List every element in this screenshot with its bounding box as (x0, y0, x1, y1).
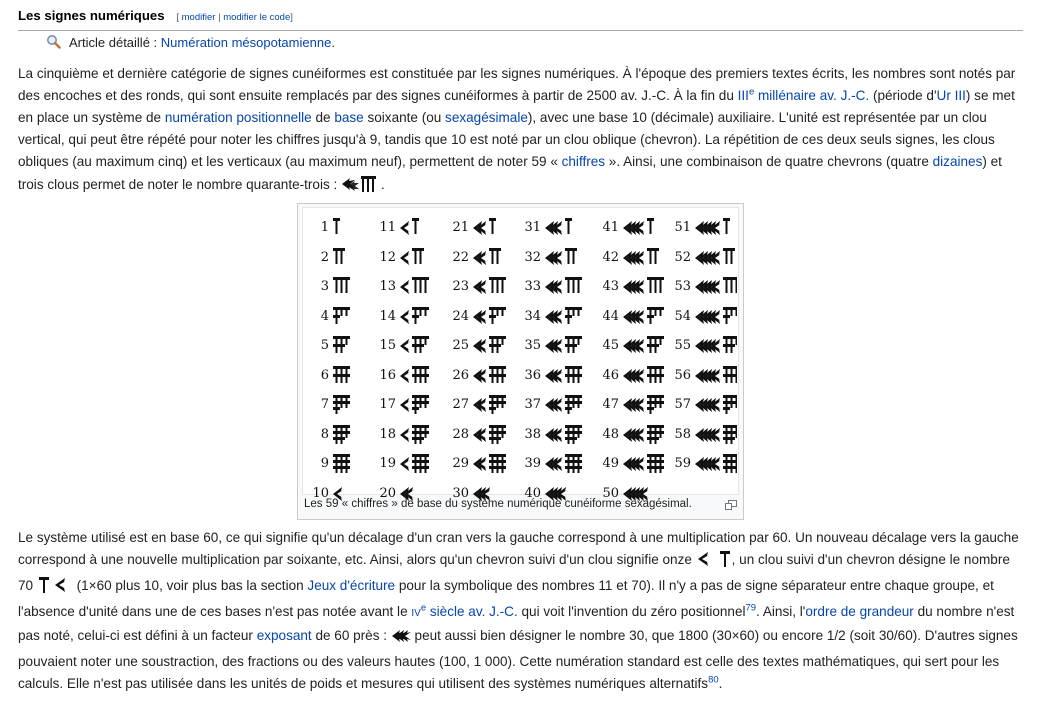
cuneiform-sign-32 (543, 245, 587, 271)
number-label: 19 (379, 456, 396, 471)
cuneiform-cell-14 (378, 303, 448, 331)
cuneiform-sign-5 (331, 333, 375, 359)
cuneiform-sign-4 (331, 304, 375, 330)
cuneiform-cell-12 (378, 244, 448, 272)
cuneiform-cell-55 (673, 332, 743, 360)
cuneiform-cell-4 (311, 303, 381, 331)
cuneiform-cell-42 (601, 244, 671, 272)
cuneiform-cell-56 (673, 362, 743, 390)
edit-source-link[interactable]: modifier le code (223, 12, 291, 23)
cuneiform-cell-58 (673, 421, 743, 449)
paragraph-2: Le système utilisé est en base 60, ce qui signifie qu'un décalage d'un cran vers la gauche correspond à une multiplication par 60. Un nouveau décalage vers la gauche correspond à une nouvelle multiplication par soixante, etc. Ainsi, alors qu'un chevron suivi d'un clou signifie onze , un clou suivi d'un chevron désigne le nombre 70 (1×60 plus 10, voir plus bas la section Jeux d'écriture pour la symbolique des nombres 11 et 70). Il n'y a pas de signe séparateur entre chaque groupe, et l'absence d'unité dans une de ces bases n'est pas notée avant le IVe siècle av. J.-C. qui voit l'invention du zéro positionnel$^{79}$. Ainsi, l'ordre de grandeur du nombre n'est pas noté, celui-ci est défini à un facteur exposant de 60 près : peut aussi bien désigner le nombre 30, que 1800 (30×60) ou encore 1/2 (soit 30/60). D'autres signes pouvaient noter une soustraction, des fractions ou des valeurs hautes (100, 1 000). Cette numération standard est celle des textes mathématiques, qui sert pour les calculs. Elle n'est pas utilisée dans les unités de poids et mesures qui utilisent des systèmes numériques alternatifs$^{80}$. (18, 530, 1019, 691)
cuneiform-sign-12 (398, 245, 442, 271)
cuneiform-cell-59 (673, 450, 743, 478)
cuneiform-cell-21 (451, 214, 521, 242)
link-4e[interactable]: IVe (411, 602, 427, 619)
cuneiform-cell-27 (451, 391, 521, 419)
cuneiform-cell-43 (601, 273, 671, 301)
cuneiform-cell-26 (451, 362, 521, 390)
number-label: 27 (452, 397, 469, 412)
cuneiform-cell-31 (523, 214, 593, 242)
cuneiform-sign-34 (543, 304, 587, 330)
cuneiform-cell-2 (311, 244, 381, 272)
number-label: 51 (674, 220, 691, 235)
number-label: 42 (602, 249, 619, 265)
cuneiform-sign-56 (693, 363, 737, 389)
cuneiform-sign-7 (331, 392, 375, 418)
cuneiform-sign-54 (693, 304, 737, 330)
cuneiform-sign-18 (398, 422, 442, 448)
paragraph-1: La cinquième et dernière catégorie de signes cunéiformes est constituée par les signes numériques. À l'époque des premiers textes écrits, les nombres sont notés par des encoches et des ronds, qui sont ensuite remplacés par des signes cunéiformes à partir de 2500 av. J.-C. À la fin du IIIe millénaire av. J.-C. (période d'Ur III) se met en place un système de numération positionnelle de base soixante (ou sexagésimale), avec une base 10 (décimale) auxiliaire. L'unité est représentée par un clou vertical, qui peut être répété pour noter les chiffres jusqu'à 9, tandis que 10 est noté par un clou oblique (chevron). La répétition de ces deux seuls signes, les clous obliques (au maximum cinq) et les verticaux (au maximum neuf), permettent de noter 59 « chiffres ». Ainsi, une combinaison de quatre chevrons (quatre dizaines) et trois clous permet de noter le nombre quarante-trois : . (18, 63, 1023, 200)
cuneiform-cell-53 (673, 273, 743, 301)
cuneiform-cell-57 (673, 391, 743, 419)
hatnote-label: Article détaillé : (69, 35, 161, 50)
cuneiform-sign-15 (398, 333, 442, 359)
hatnote (46, 34, 335, 52)
cuneiform-sign-31 (543, 215, 587, 241)
cuneiform-sign-16 (398, 363, 442, 389)
cuneiform-cell-29 (451, 450, 521, 478)
link-ur-iii[interactable]: Ur III (936, 88, 966, 103)
number-label: 16 (379, 367, 396, 383)
edit-link[interactable]: modifier (181, 12, 216, 23)
cuneiform-cell-46 (601, 362, 671, 390)
magnifier-icon (46, 34, 62, 52)
section-title: Les signes numériques (18, 8, 165, 23)
link-millenaire[interactable]: millénaire (758, 88, 816, 103)
number-label: 8 (320, 426, 329, 442)
cuneiform-sign-48 (621, 422, 665, 448)
number-label: 58 (674, 426, 691, 442)
reference-79[interactable]: 79 (745, 602, 757, 614)
cuneiform-cell-44 (601, 303, 671, 331)
link-ordre-de-grandeur[interactable]: ordre de grandeur (805, 604, 914, 619)
number-label: 6 (320, 367, 329, 383)
number-label: 3 (320, 279, 329, 294)
number-label: 1 (320, 220, 329, 235)
number-label: 14 (379, 308, 396, 324)
number-label: 36 (524, 367, 541, 383)
cuneiform-cell-25 (451, 332, 521, 360)
cuneiform-cell-37 (523, 391, 593, 419)
cuneiform-70-sign (37, 576, 73, 601)
link-jeux-d-ecriture[interactable]: Jeux d'écriture (307, 578, 396, 593)
number-label: 47 (602, 397, 619, 412)
link-exposant[interactable]: exposant (256, 628, 312, 643)
cuneiform-cell-33 (523, 273, 593, 301)
cuneiform-sign-23 (471, 274, 515, 300)
cuneiform-sign-17 (398, 392, 442, 418)
cuneiform-cell-38 (523, 421, 593, 449)
cuneiform-numbers-image[interactable] (302, 207, 739, 501)
cuneiform-sign-13 (398, 274, 442, 300)
cuneiform-cell-48 (601, 421, 671, 449)
cuneiform-sign-1 (331, 215, 375, 241)
cuneiform-cell-34 (523, 303, 593, 331)
number-label: 9 (320, 456, 329, 471)
cuneiform-sign-41 (621, 215, 665, 241)
number-label: 24 (452, 308, 469, 324)
cuneiform-cell-7 (311, 391, 381, 419)
cuneiform-cell-52 (673, 244, 743, 272)
number-label: 13 (379, 279, 396, 294)
cuneiform-sign-19 (398, 451, 442, 477)
number-label: 20 (379, 485, 396, 501)
enlarge-icon[interactable] (725, 498, 737, 513)
number-label: 40 (524, 485, 541, 501)
number-label: 38 (524, 426, 541, 442)
cuneiform-cell-9 (311, 450, 381, 478)
cuneiform-sign-8 (331, 422, 375, 448)
number-label: 56 (674, 367, 691, 383)
number-label: 4 (320, 308, 329, 324)
cuneiform-cell-36 (523, 362, 593, 390)
cuneiform-cell-11 (378, 214, 448, 242)
cuneiform-sign-22 (471, 245, 515, 271)
link-3e[interactable]: IIIe (737, 86, 755, 103)
cuneiform-sign-35 (543, 333, 587, 359)
cuneiform-cell-5 (311, 332, 381, 360)
number-label: 50 (602, 485, 619, 501)
cuneiform-cell-22 (451, 244, 521, 272)
cuneiform-sign-59 (693, 451, 737, 477)
cuneiform-cell-49 (601, 450, 671, 478)
cuneiform-sign-45 (621, 333, 665, 359)
edit-section-links (176, 12, 293, 23)
number-label: 15 (379, 338, 396, 353)
cuneiform-sign-53 (693, 274, 737, 300)
cuneiform-cell-3 (311, 273, 381, 301)
number-label: 29 (452, 456, 469, 471)
number-label: 53 (674, 279, 691, 294)
cuneiform-sign-37 (543, 392, 587, 418)
cuneiform-11-sign (696, 550, 732, 575)
edit-bracket-open: [ (176, 12, 179, 23)
cuneiform-sign-21 (471, 215, 515, 241)
cuneiform-sign-57 (693, 392, 737, 418)
cuneiform-cell-23 (451, 273, 521, 301)
cuneiform-sign-49 (621, 451, 665, 477)
cuneiform-sign-33 (543, 274, 587, 300)
cuneiform-cell-28 (451, 421, 521, 449)
cuneiform-sign-58 (693, 422, 737, 448)
number-label: 25 (452, 338, 469, 353)
link-siecle[interactable]: siècle (429, 604, 465, 619)
cuneiform-sign-24 (471, 304, 515, 330)
number-label: 12 (379, 249, 396, 265)
number-label: 49 (602, 456, 619, 471)
number-label: 48 (602, 426, 619, 442)
cuneiform-sign-11 (398, 215, 442, 241)
cuneiform-cell-54 (673, 303, 743, 331)
cuneiform-sign-29 (471, 451, 515, 477)
cuneiform-cell-41 (601, 214, 671, 242)
cuneiform-sign-52 (693, 245, 737, 271)
cuneiform-sign-25 (471, 333, 515, 359)
number-label: 17 (379, 397, 396, 412)
number-label: 46 (602, 367, 619, 383)
cuneiform-sign-6 (331, 363, 375, 389)
number-label: 22 (452, 249, 469, 265)
cuneiform-cell-32 (523, 244, 593, 272)
cuneiform-sign-47 (621, 392, 665, 418)
number-label: 34 (524, 308, 541, 324)
number-label: 10 (312, 485, 329, 501)
cuneiform-sign-55 (693, 333, 737, 359)
cuneiform-cell-35 (523, 332, 593, 360)
cuneiform-sign-28 (471, 422, 515, 448)
cuneiform-cell-51 (673, 214, 743, 242)
link-sexagesimale[interactable]: sexagésimale (445, 110, 528, 125)
hatnote-link[interactable]: Numération mésopotamienne (160, 35, 332, 50)
number-label: 39 (524, 456, 541, 471)
cuneiform-sign-42 (621, 245, 665, 271)
section-heading (18, 8, 1023, 31)
number-label: 41 (602, 220, 619, 235)
number-label: 26 (452, 367, 469, 383)
number-label: 18 (379, 426, 396, 442)
cuneiform-sign-43 (621, 274, 665, 300)
cuneiform-cell-45 (601, 332, 671, 360)
cuneiform-cell-16 (378, 362, 448, 390)
cuneiform-cell-17 (378, 391, 448, 419)
cuneiform-sign-38 (543, 422, 587, 448)
number-label: 30 (452, 485, 469, 501)
link-numeration-positionnelle[interactable]: numération positionnelle (164, 110, 312, 125)
cuneiform-sign-46 (621, 363, 665, 389)
cuneiform-sign-3 (331, 274, 375, 300)
reference-80[interactable]: 80 (708, 674, 719, 686)
cuneiform-sign-14 (398, 304, 442, 330)
number-label: 37 (524, 397, 541, 412)
number-label: 44 (602, 308, 619, 324)
cuneiform-sign-44 (621, 304, 665, 330)
number-label: 57 (674, 397, 691, 412)
number-label: 35 (524, 338, 541, 353)
edit-bracket-close: ] (290, 12, 293, 23)
cuneiform-cell-1 (311, 214, 381, 242)
cuneiform-cell-15 (378, 332, 448, 360)
number-label: 21 (452, 220, 469, 235)
number-label: 59 (674, 456, 691, 471)
link-chiffres[interactable]: chiffres (561, 154, 606, 169)
cuneiform-cell-19 (378, 450, 448, 478)
cuneiform-sign-26 (471, 363, 515, 389)
link-av-jc[interactable]: av. J.-C. (819, 88, 870, 103)
edit-separator: | (218, 12, 221, 23)
cuneiform-sign-51 (693, 215, 737, 241)
number-label: 2 (320, 249, 329, 265)
figure-thumbnail (297, 203, 744, 520)
number-label: 5 (320, 338, 329, 353)
cuneiform-sign-39 (543, 451, 587, 477)
number-label: 23 (452, 279, 469, 294)
link-base[interactable]: base (334, 110, 364, 125)
number-label: 33 (524, 279, 541, 294)
number-label: 43 (602, 279, 619, 294)
hatnote-end: . (331, 35, 335, 50)
link-av-jc-2[interactable]: av. J.-C. (468, 604, 518, 619)
cuneiform-sign-9 (331, 451, 375, 477)
cuneiform-sign-36 (543, 363, 587, 389)
cuneiform-cell-47 (601, 391, 671, 419)
number-label: 52 (674, 249, 691, 265)
cuneiform-cell-8 (311, 421, 381, 449)
cuneiform-cell-18 (378, 421, 448, 449)
cuneiform-sign-27 (471, 392, 515, 418)
number-label: 28 (452, 426, 469, 442)
number-label: 7 (320, 397, 329, 412)
cuneiform-cell-39 (523, 450, 593, 478)
cuneiform-cell-6 (311, 362, 381, 390)
link-dizaines[interactable]: dizaines (932, 154, 983, 169)
cuneiform-43-sign (341, 173, 381, 200)
number-label: 55 (674, 338, 691, 353)
number-label: 31 (524, 220, 541, 235)
cuneiform-cell-13 (378, 273, 448, 301)
number-label: 45 (602, 338, 619, 353)
number-label: 11 (379, 220, 396, 235)
cuneiform-30-sign (391, 628, 411, 651)
cuneiform-cell-24 (451, 303, 521, 331)
number-label: 54 (674, 308, 691, 324)
figure-caption: Les 59 « chiffres » de base du système numérique cunéiforme sexagésimal. (304, 498, 692, 510)
cuneiform-sign-2 (331, 245, 375, 271)
number-label: 32 (524, 249, 541, 265)
